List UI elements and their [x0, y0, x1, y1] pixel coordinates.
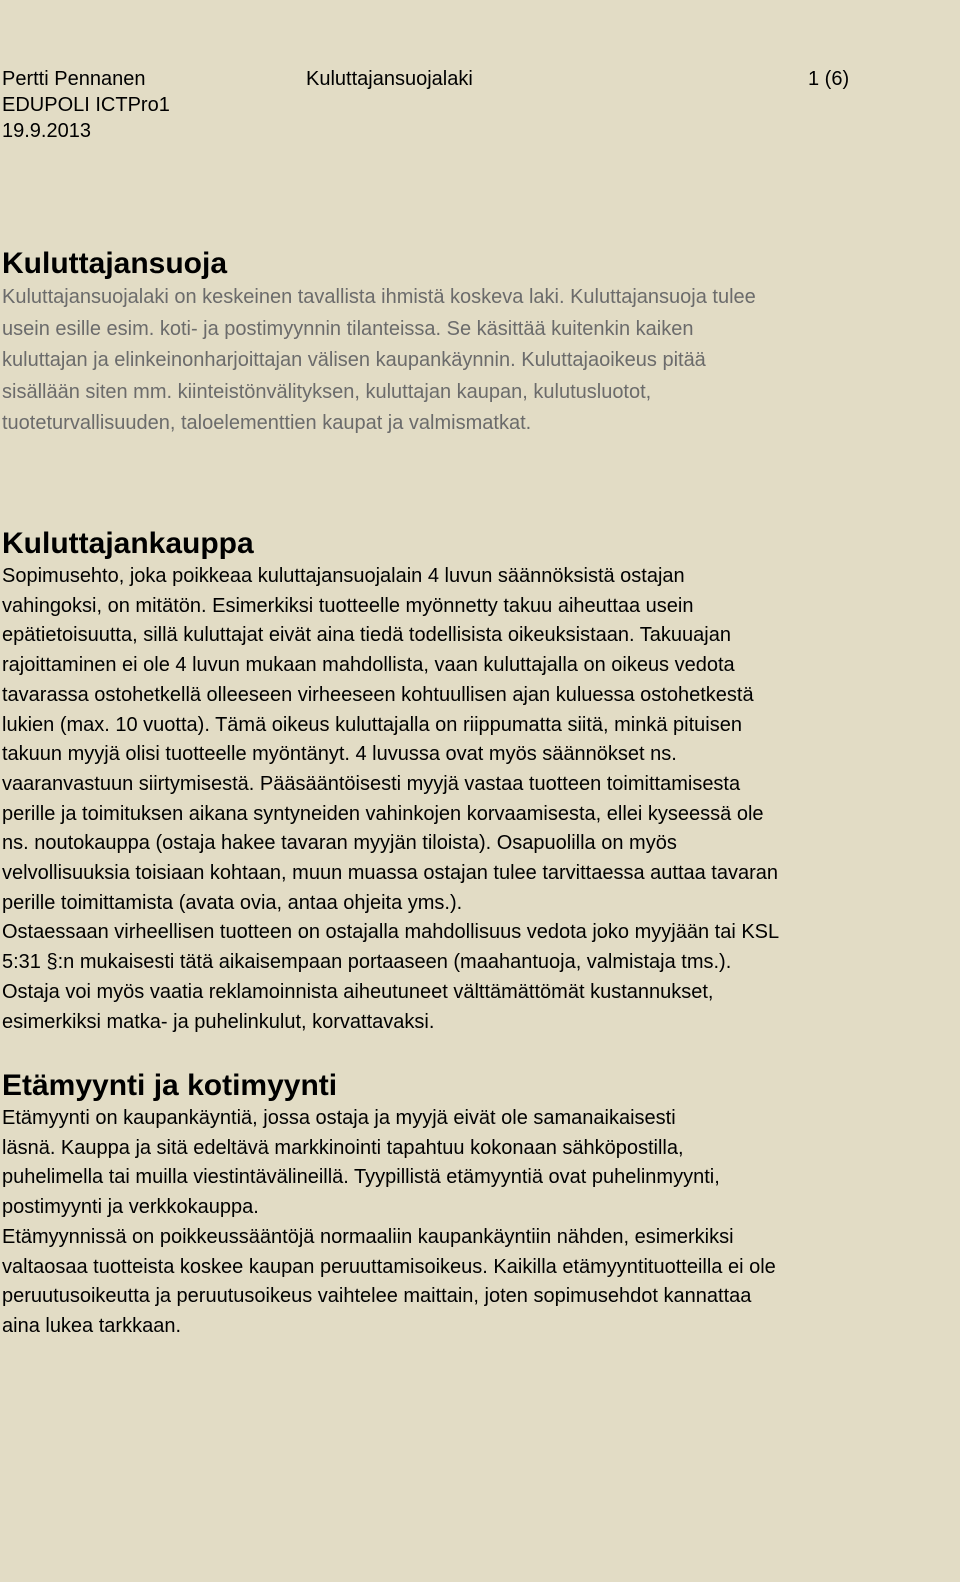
paragraph-line: sisällään siten mm. kiinteistönvälityksen, kuluttajan kaupan, kulutusluotot,	[2, 380, 652, 403]
paragraph-line: perille toimittamista (avata ovia, antaa ohjeita yms.).	[2, 891, 463, 914]
paragraph-line: valtaosaa tuotteista koskee kaupan peruuttamisoikeus. Kaikilla etämyyntituotteilla ei ole	[2, 1255, 776, 1278]
paragraph-line: ns. noutokauppa (ostaja hakee tavaran myyjän tiloista). Osapuolilla on myös	[2, 832, 677, 855]
section-etamyynti	[2, 1068, 952, 1342]
paragraph-line: esimerkiksi matka- ja puhelinkulut, korvattavaksi.	[2, 1010, 435, 1033]
paragraph-line: lukien (max. 10 vuotta). Tämä oikeus kuluttajalla on riippumatta siitä, minkä pituisen	[2, 713, 742, 736]
section-paragraph	[2, 562, 952, 1037]
paragraph-line: puhelimella tai muilla viestintävälineillä. Tyypillistä etämyyntiä ovat puhelinmyynti,	[2, 1166, 720, 1189]
paragraph-line: Ostaja voi myös vaatia reklamoinnista aiheutuneet välttämättömät kustannukset,	[2, 980, 714, 1003]
paragraph-line: takuun myyjä olisi tuotteelle myöntänyt. 4 luvussa ovat myös säännökset ns.	[2, 743, 677, 766]
section-kuluttajankauppa	[2, 526, 952, 1037]
document-title: Kuluttajansuojalaki	[306, 68, 473, 90]
author-name: Pertti Pennanen	[2, 68, 146, 90]
paragraph-line: vahingoksi, on mitätön. Esimerkiksi tuotteelle myönnetty takuu aiheuttaa usein	[2, 594, 694, 617]
paragraph-line: postimyynti ja verkkokauppa.	[2, 1196, 259, 1219]
paragraph-line: usein esille esim. koti- ja postimyynnin tilanteissa. Se käsittää kuitenkin kaiken	[2, 317, 694, 340]
paragraph-line: epätietoisuutta, sillä kuluttajat eivät aina tiedä todellisista oikeuksistaan. Takuuajan	[2, 624, 731, 647]
paragraph-line: Sopimusehto, joka poikkeaa kuluttajansuojalain 4 luvun säännöksistä ostajan	[2, 565, 685, 587]
paragraph-line: rajoittaminen ei ole 4 luvun mukaan mahdollista, vaan kuluttajalla on oikeus vedota	[2, 654, 735, 677]
section-heading: Kuluttajansuoja	[2, 247, 228, 280]
section-heading: Etämyynti ja kotimyynti	[2, 1069, 338, 1102]
paragraph-line: Ostaessaan virheellisen tuotteen on ostajalla mahdollisuus vedota joko myyjään tai KSL	[2, 921, 780, 944]
document-date: 19.9.2013	[2, 120, 91, 142]
paragraph-line: 5:31 §:n mukaisesti tätä aikaisempaan portaaseen (maahantuoja, valmistaja tms.).	[2, 951, 732, 974]
paragraph-line: peruutusoikeutta ja peruutusoikeus vaihtelee maittain, joten sopimusehdot kannattaa	[2, 1285, 752, 1308]
section-heading: Kuluttajankauppa	[2, 527, 254, 560]
paragraph-line: Etämyynnissä on poikkeussääntöjä normaaliin kaupankäyntiin nähden, esimerkiksi	[2, 1225, 734, 1248]
header-row-1	[2, 66, 952, 92]
organization: EDUPOLI ICTPro1	[2, 94, 170, 116]
page-number: 1 (6)	[808, 68, 850, 90]
paragraph-line: aina lukea tarkkaan.	[2, 1314, 182, 1337]
paragraph-line: vaaranvastuun siirtymisestä. Pääsääntöisesti myyjä vastaa tuotteen toimittamisesta	[2, 772, 741, 795]
paragraph-line: Etämyynti on kaupankäyntiä, jossa ostaja ja myyjä eivät ole samanaikaisesti	[2, 1107, 676, 1129]
paragraph-line: kuluttajan ja elinkeinonharjoittajan välisen kaupankäynnin. Kuluttajaoikeus pitää	[2, 349, 706, 372]
paragraph-line: tuoteturvallisuuden, taloelementtien kaupat ja valmismatkat.	[2, 412, 532, 435]
section-paragraph	[2, 282, 952, 440]
header-row-3	[2, 118, 952, 144]
section-kuluttajansuoja	[2, 246, 952, 440]
paragraph-line: Kuluttajansuojalaki on keskeinen tavallista ihmistä koskeva laki. Kuluttajansuoja tulee	[2, 286, 756, 308]
paragraph-line: velvollisuuksia toisiaan kohtaan, muun muassa ostajan tulee tarvittaessa auttaa tavaran	[2, 862, 779, 885]
section-paragraph	[2, 1104, 952, 1342]
paragraph-line: perille ja toimituksen aikana syntyneiden vahinkojen korvaamisesta, ellei kyseessä ole	[2, 802, 764, 825]
header-row-2	[2, 92, 952, 118]
paragraph-line: tavarassa ostohetkellä olleeseen virheeseen kohtuullisen ajan kuluessa ostohetkestä	[2, 683, 754, 706]
paragraph-line: läsnä. Kauppa ja sitä edeltävä markkinointi tapahtuu kokonaan sähköpostilla,	[2, 1136, 684, 1159]
document-header	[2, 66, 952, 144]
